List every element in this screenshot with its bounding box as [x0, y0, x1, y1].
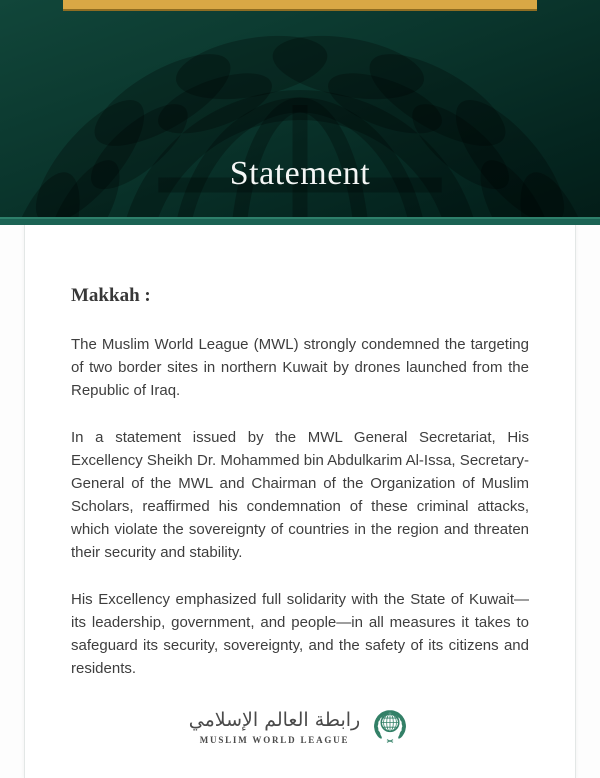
statement-card [24, 225, 576, 778]
statement-paragraph-2: In a statement issued by the MWL General Secretariat, His Excellency Sheikh Dr. Mohammed bin Abdulkarim Al-Issa, Secretary-General of the MWL and Chairman of the Organization of Muslim Scholars, reaffirmed his condemnation of these criminal attacks, which violate the sovereignty of countries in the region and threaten their security and stability. [71, 429, 529, 561]
mwl-logo-arabic-calligraphy: رابطة العالم الإسلامي [188, 709, 361, 732]
mwl-logo-wordmark: MUSLIM WORLD LEAGUE [199, 734, 350, 745]
header-bottom-strip [0, 217, 600, 219]
mwl-globe-wreath-icon [369, 706, 411, 748]
mwl-logo-text [189, 709, 360, 745]
gold-accent-bar [63, 0, 537, 11]
header-banner [0, 0, 600, 225]
statement-paragraph-1: The Muslim World League (MWL) strongly condemned the targeting of two border sites in northern Kuwait by drones launched from the Republic of Iraq. [71, 336, 529, 399]
page-title: Statement [229, 155, 371, 192]
location-heading: Makkah : [71, 285, 151, 306]
statement-paragraph-3: His Excellency emphasized full solidarity with the State of Kuwait—its leadership, government, and people—in all measures it takes to safeguard its security, sovereignty, and the safety of its citizens and residents. [71, 591, 529, 677]
mwl-logo [71, 706, 529, 748]
